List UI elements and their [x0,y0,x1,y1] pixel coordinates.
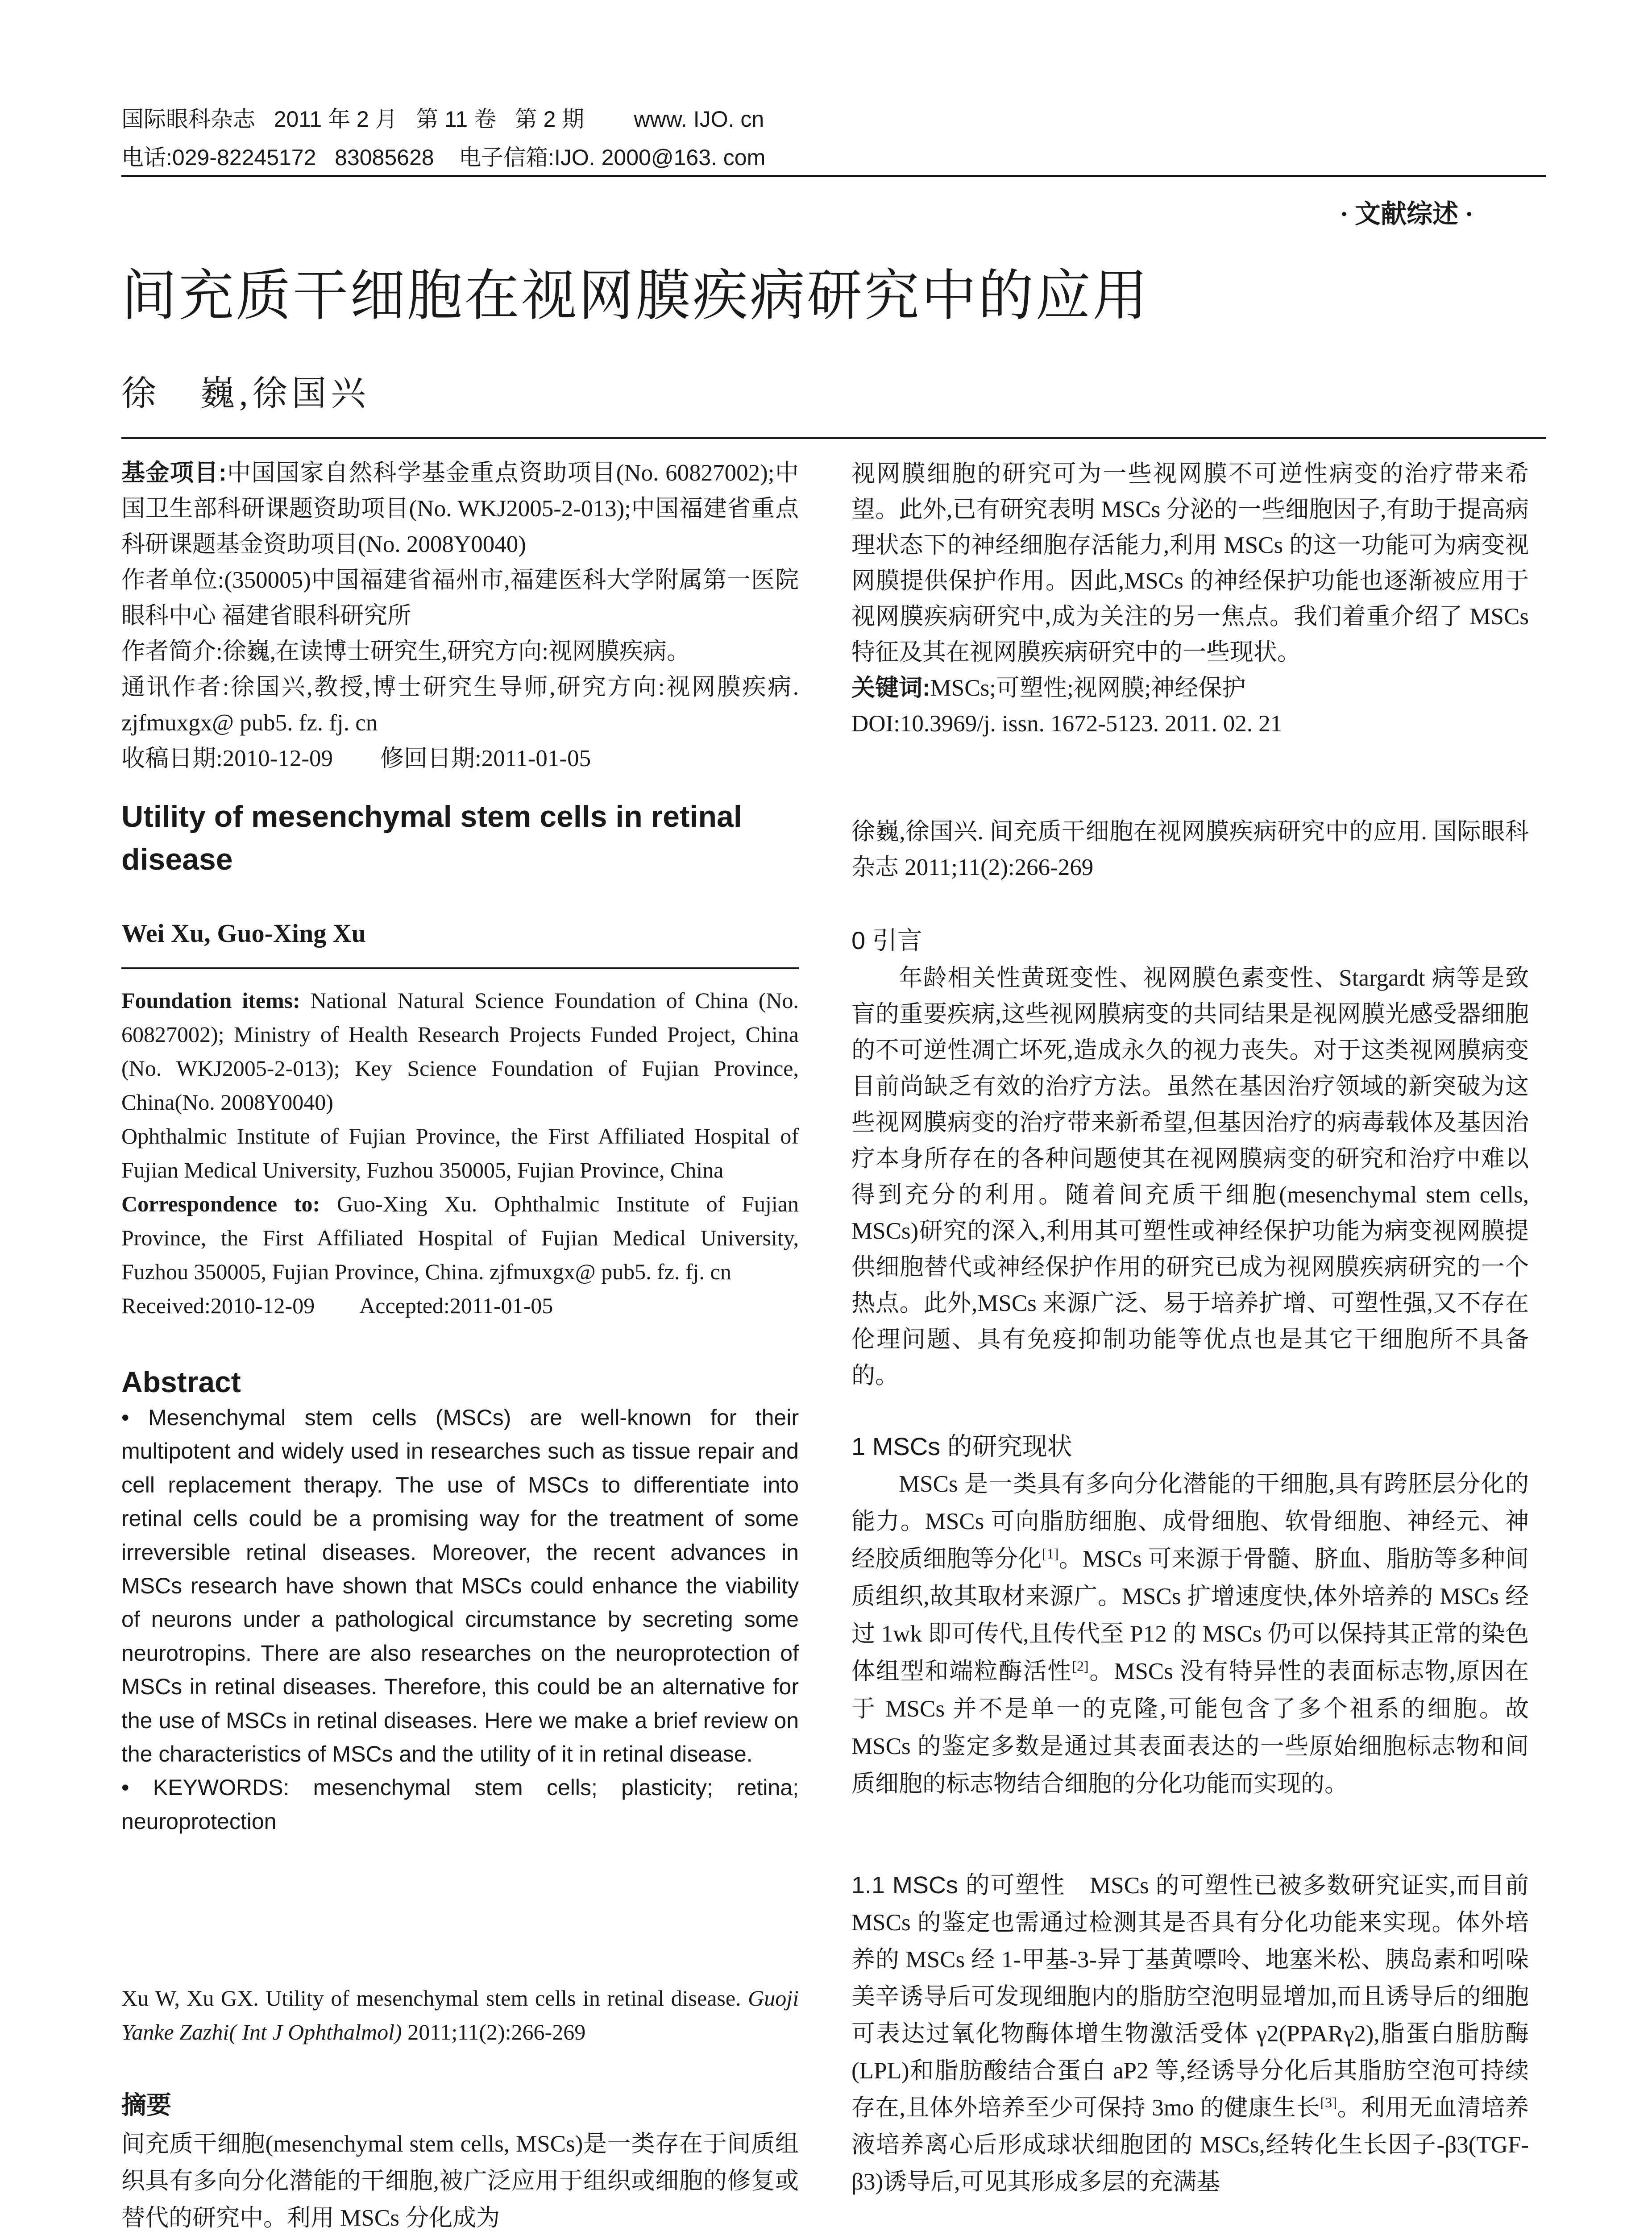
section-1-heading: 1 MSCs 的研究现状 [851,1432,1072,1460]
keywords-en: • KEYWORDS: mesenchymal stem cells; plasticity; retina; neuroprotection [121,1775,799,1834]
journal-header-line2: 电话:029-82245172 83085628 电子信箱:IJO. 2000@163. com [121,145,766,170]
affiliation-cn: 作者单位:(350005)中国福建省福州市,福建医科大学附属第一医院眼科中心 福建省眼科研究所 [121,567,799,629]
section-0-body [851,960,1529,1394]
authors-en-rule [121,967,799,969]
foundation-text: National Natural Science Foundation of China (No. 60827002); Ministry of Health Research Projects Funded Project, China (No. WKJ2005-2-013); Key Science Foundation of Fujian Province, China(No. 2008Y0040) [121,988,799,1115]
authors-cn: 徐 巍,徐国兴 [121,374,370,413]
abstract-en-text: • Mesenchymal stem cells (MSCs) are well-known for their multipotent and widely used in researches such as tissue repair and cell replacement therapy. The use of MSCs to differentiate into retinal cells could be a promising way for the treatment of some irreversible retinal diseases. Moreover, the recent advances in MSCs research have shown that MSCs could enhance the viability of neurons under a pathological circumstance by secreting some neurotropins. There are also researches on the neuroprotection of MSCs in retinal diseases. Therefore, this could be an alternative for the use of MSCs in retinal diseases. Here we make a brief review on the characteristics of MSCs and the utility of it in retinal disease. [121,1405,799,1767]
section-1-1-text-a: MSCs 的可塑性已被多数研究证实,而目前 MSCs 的鉴定也需通过检测其是否具有分化功能来实现。体外培养的 MSCs 经 1-甲基-3-异丁基黄嘌呤、地塞米松、胰岛素和吲哚美辛诱导后可发现细胞内的脂肪空泡明显增加,而且诱导后的细胞可表达过氧化物酶体增生物激活受体 γ2(PPARγ2),脂蛋白脂肪酶(LPL)和脂肪酸结合蛋白 aP2 等,经诱导分化后其脂肪空泡可持续存在,且体外培养至少可保持 3mo 的健康生长 [851,1873,1529,2121]
journal-header-line1: 国际眼科杂志 2011 年 2 月 第 11 卷 第 2 期 www. IJO. cn [121,107,764,132]
section-1-text-c: 。MSCs 没有特异性的表面标志物,原因在于 MSCs 并不是单一的克隆,可能包含了多个祖系的细胞。故 MSCs 的鉴定多数是通过其表面表达的一些原始细胞标志物和间质细胞的标志物结合细胞的分化功能而实现的。 [851,1659,1529,1797]
article-title-en: Utility of mesenchymal stem cells in retinal disease [121,800,742,876]
header-rule [121,175,1546,177]
abstract-cn-right-text: 视网膜细胞的研究可为一些视网膜不可逆性病变的治疗带来希望。此外,已有研究表明 MSCs 分泌的一些细胞因子,有助于提高病理状态下的神经细胞存活能力,利用 MSCs 的这一功能可为病变视网膜提供保护作用。因此,MSCs 的神经保护功能也逐渐被应用于视网膜疾病研究中,成为关注的另一焦点。我们着重介绍了 MSCs 特征及其在视网膜疾病研究中的一些现状。 [851,461,1529,665]
affiliation-en: Ophthalmic Institute of Fujian Province, the First Affiliated Hospital of Fujian Medical University, Fuzhou 350005, Fujian Province, China [121,1124,799,1182]
doi: DOI:10.3969/j. issn. 1672-5123. 2011. 02. 21 [851,711,1283,737]
foundation-label: Foundation items: [121,988,300,1013]
keywords-cn-label: 关键词: [851,675,930,701]
abstract-cn-heading: 摘要 [121,2091,171,2119]
authors-en: Wei Xu, Guo-Xing Xu [121,919,366,948]
section-1-1-heading: 1.1 MSCs 的可塑性 [851,1872,1066,1899]
correspondence-text: Guo-Xing Xu. Ophthalmic Institute of Fujian Province, the First Affiliated Hospital of Fujian Medical University, Fuzhou 350005, Fujian Province, China. zjfmuxgx@ pub5. fz. fj. cn [121,1191,799,1284]
abstract-heading: Abstract [121,1365,241,1398]
abstract-cn-left [121,2126,799,2231]
abstract-cn-left-text: 间充质干细胞(mesenchymal stem cells, MSCs)是一类存在于间质组织具有多向分化潜能的干细胞,被广泛应用于组织或细胞的修复或替代的研究中。利用 MSCs 分化成为 [121,2131,799,2231]
section-1-text-b: 。MSCs 可来源于骨髓、脐血、脂肪等多种间质组织,故其取材来源广。MSCs 扩增速度快,体外培养的 MSCs 经过 1wk 即可传代,且传代至 P12 的 MSCs 仍可以保持其正常的染色体组型和端粒酶活性 [851,1546,1529,1684]
abstract-cn-right [851,456,1529,742]
article-info-en [121,983,799,1323]
correspondence-cn: 通讯作者:徐国兴,教授,博士研究生导师,研究方向:视网膜疾病. zjfmuxgx@ pub5. fz. fj. cn [121,674,799,736]
authors-rule [121,437,1546,439]
section-1-1-text-b: 。利用无血清培养液培养离心后形成球状细胞团的 MSCs,经转化生长因子-β3(TGF-β3)诱导后,可见其形成多层的充满基 [851,2095,1529,2195]
dates-en: Received:2010-12-09 Accepted:2011-01-05 [121,1293,553,1318]
citation-cn [851,814,1529,885]
section-1-1 [851,1867,1529,2201]
reference-3[interactable]: [3] [1320,2094,1337,2111]
dates-cn: 收稿日期:2010-12-09 修回日期:2011-01-05 [121,746,591,771]
correspondence-label: Correspondence to: [121,1191,320,1216]
citation-en-journal: Guoji Yanke Zazhi( Int J Ophthalmol) [121,1986,799,2044]
keywords-cn: MSCs;可塑性;视网膜;神经保护 [930,675,1246,701]
author-bio-cn: 作者简介:徐巍,在读博士研究生,研究方向:视网膜疾病。 [121,639,690,664]
citation-en [121,1981,799,2049]
reference-1[interactable]: [1] [1042,1545,1059,1562]
article-info-cn [121,455,799,776]
citation-cn-text: 徐巍,徐国兴. 间充质干细胞在视网膜疾病研究中的应用. 国际眼科杂志 2011;11(2):266-269 [851,819,1529,880]
article-title-cn: 间充质干细胞在视网膜疾病研究中的应用 [121,264,1150,328]
section-1-text-a: MSCs 是一类具有多向分化潜能的干细胞,具有跨胚层分化的能力。MSCs 可向脂肪细胞、成骨细胞、软骨细胞、神经元、神经胶质细胞等分化 [851,1471,1529,1572]
funding-text: 中国国家自然科学基金重点资助项目(No. 60827002);中国卫生部科研课题资助项目(No. WKJ2005-2-013);中国福建省重点科研课题基金资助项目(No. 2008Y0040) [121,460,799,557]
section-0-heading: 0 引言 [851,926,922,954]
funding-label: 基金项目: [121,460,227,486]
citation-en-main: Xu W, Xu GX. Utility of mesenchymal stem cells in retinal disease. [121,1986,741,2011]
reference-2[interactable]: [2] [1072,1658,1089,1674]
section-label: · 文献综述 · [1340,199,1474,228]
section-1-body [851,1465,1529,1803]
section-0-text: 年龄相关性黄斑变性、视网膜色素变性、Stargardt 病等是致盲的重要疾病,这些视网膜病变的共同结果是视网膜光感受器细胞的不可逆性凋亡坏死,造成永久的视力丧失。对于这类视网膜病变目前尚缺乏有效的治疗方法。虽然在基因治疗领域的新突破为这些视网膜病变的治疗带来新希望,但基因治疗的病毒载体及基因治疗本身所存在的各种问题使其在视网膜病变的研究和治疗中难以得到充分的利用。随着间充质干细胞(mesenchymal stem cells, MSCs)研究的深入,利用其可塑性或神经保护功能为病变视网膜提供细胞替代或神经保护作用的研究已成为视网膜疾病研究的一个热点。此外,MSCs 来源广泛、易于培养扩增、可塑性强,又不存在伦理问题、具有免疫抑制功能等优点也是其它干细胞所不具备的。 [851,965,1529,1389]
citation-en-tail: 2011;11(2):266-269 [402,2020,586,2044]
abstract-en [121,1401,799,1838]
